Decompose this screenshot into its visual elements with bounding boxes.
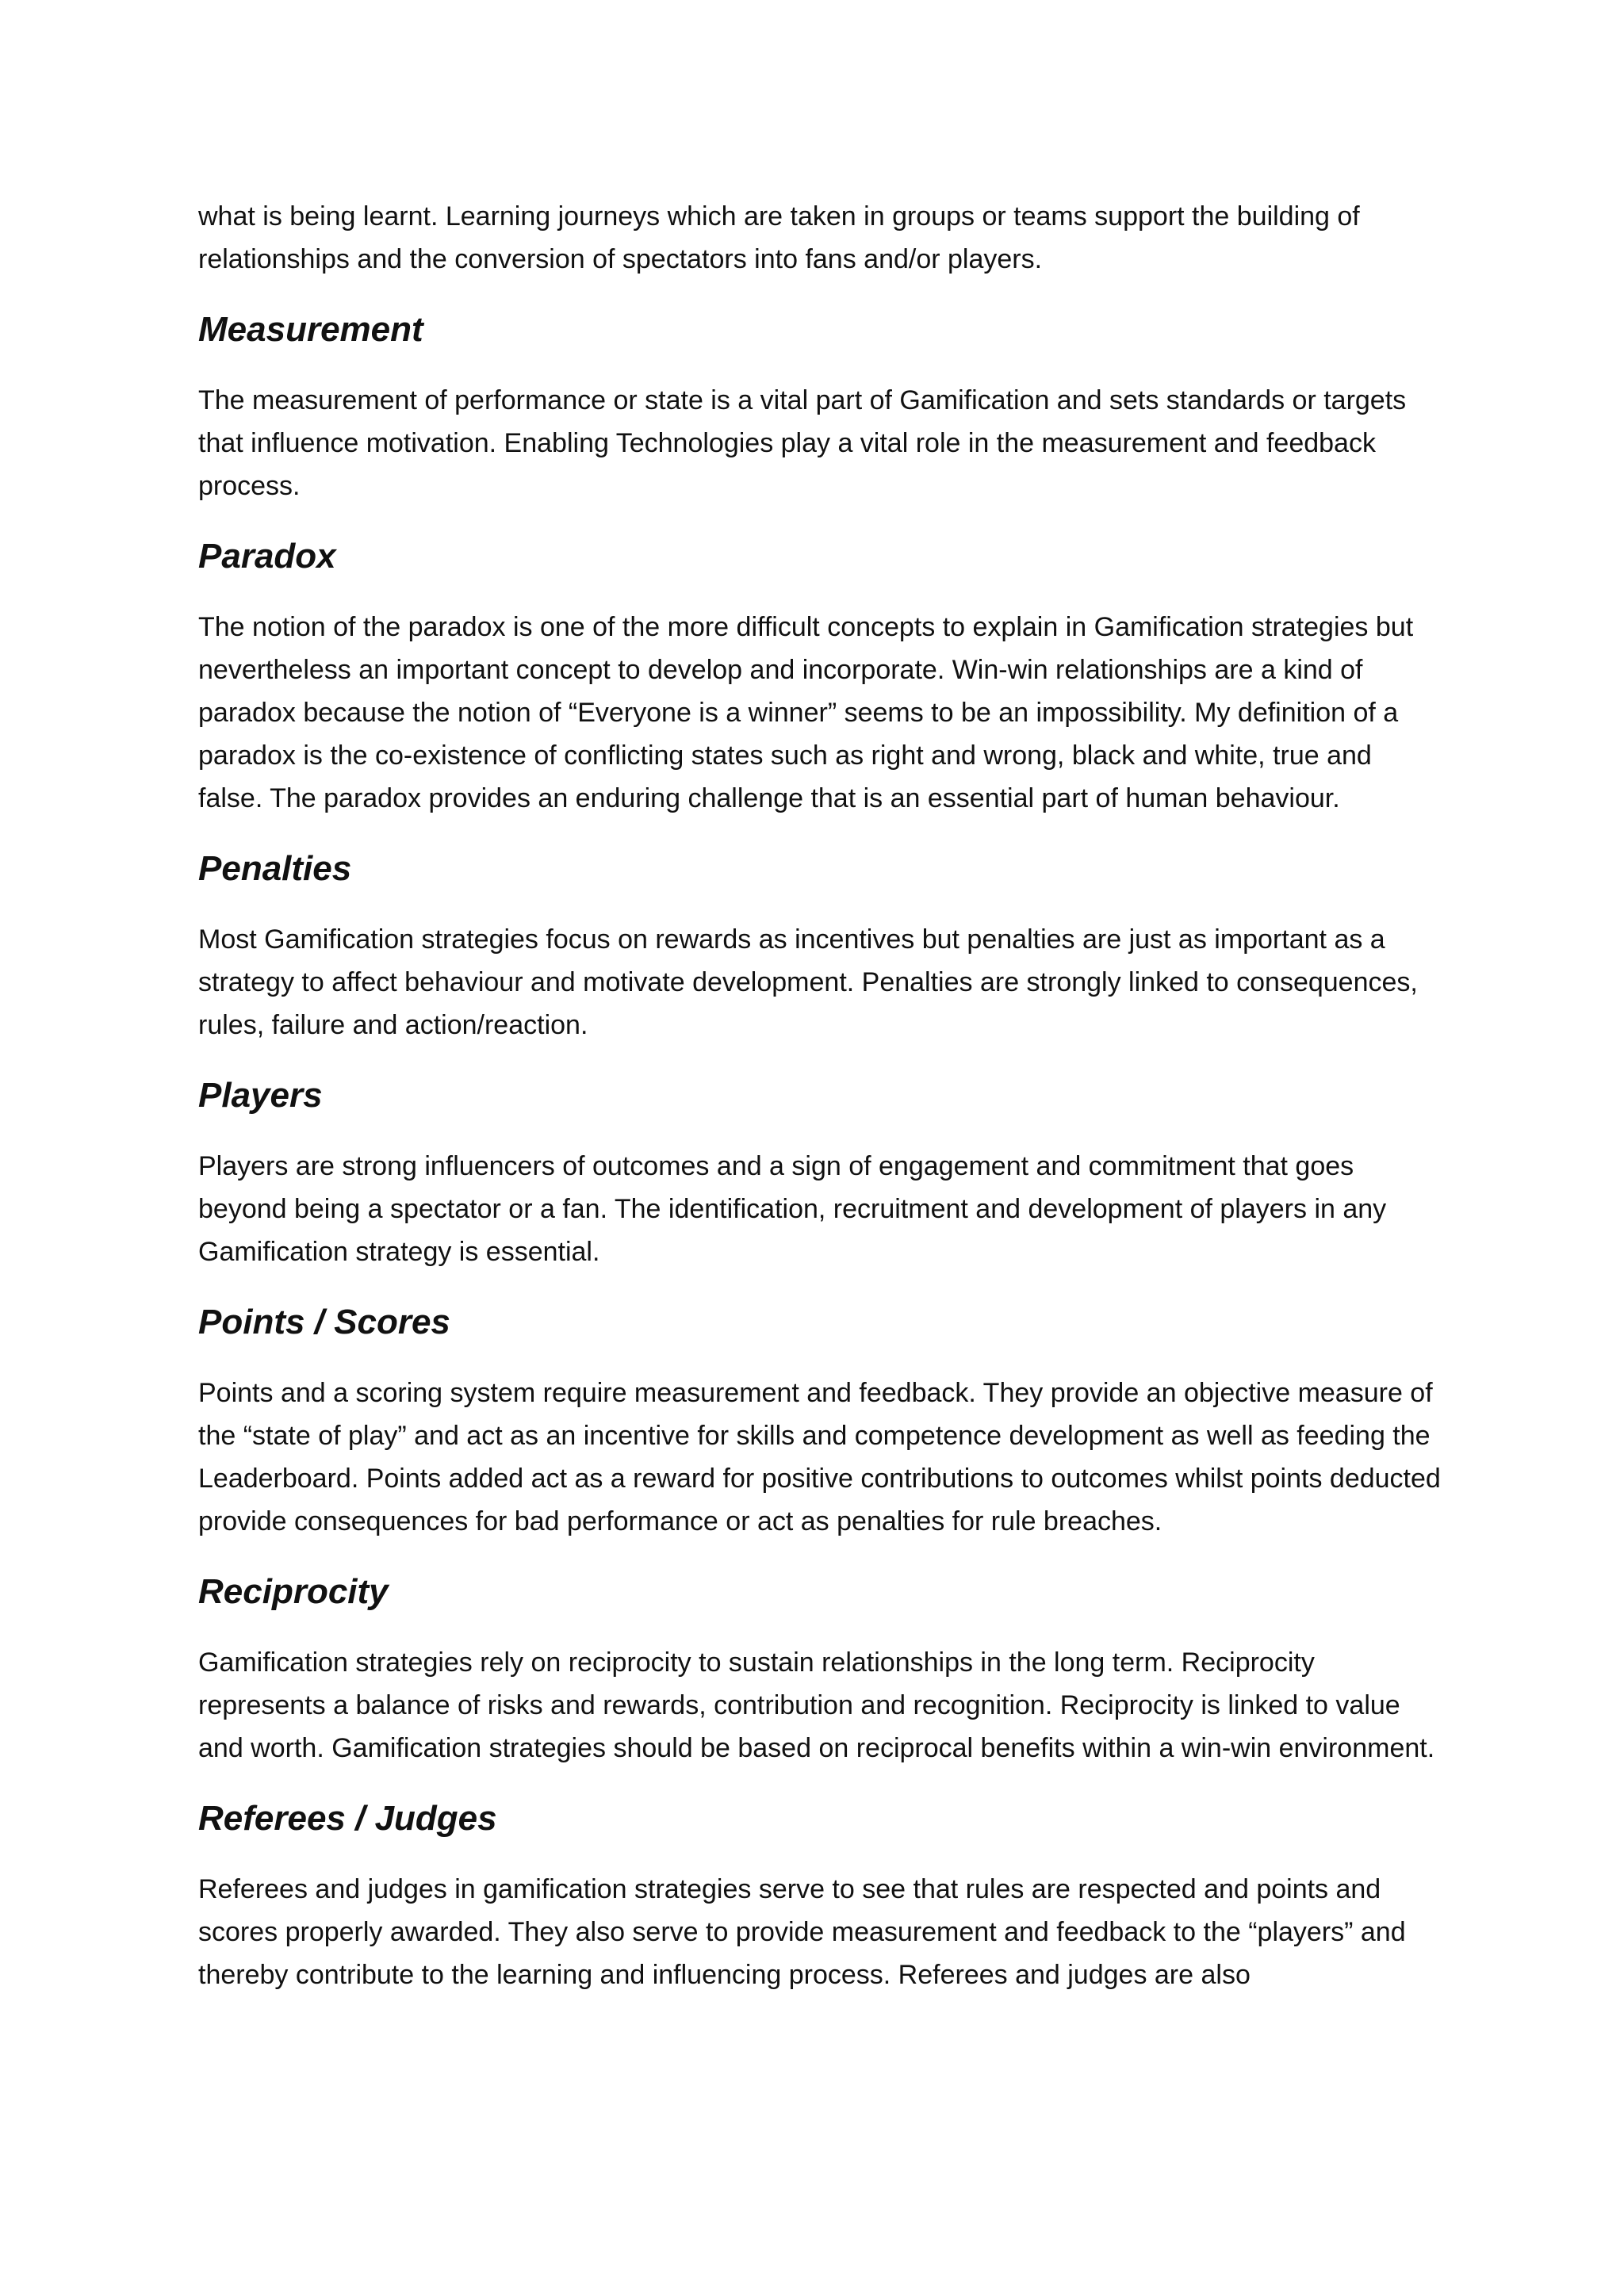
heading-paradox: Paradox xyxy=(198,537,336,576)
heading-measurement: Measurement xyxy=(198,310,423,349)
paragraph-referees-judges: Referees and judges in gamification strategies serve to see that rules are respected and points and scores properly awarded. They also serve to provide measurement and feedback to the “players” and thereby contribute to the learning and influencing process. Referees and judges are also xyxy=(198,1874,1406,1990)
paragraph-penalties: Most Gamification strategies focus on rewards as incentives but penalties are just as important as a strategy to affect behaviour and motivate development. Penalties are strongly linked to consequences, rules, failure and action/reaction. xyxy=(198,924,1418,1040)
heading-penalties: Penalties xyxy=(198,849,352,888)
paragraph-measurement: The measurement of performance or state is a vital part of Gamification and sets standards or targets that influence motivation. Enabling Technologies play a vital role in the measurement and feedback process. xyxy=(198,385,1407,501)
paragraph-reciprocity: Gamification strategies rely on reciprocity to sustain relationships in the long term. Reciprocity represents a balance of risks and rewards, contribution and recognition. Reciprocity is linked to value and worth. Gamification strategies should be based on reciprocal benefits within a win-win environment. xyxy=(198,1647,1435,1763)
paragraph-players: Players are strong influencers of outcomes and a sign of engagement and commitment that goes beyond being a spectator or a fan. The identification, recruitment and development of players in any Gamification strategy is essential. xyxy=(198,1151,1387,1267)
heading-points-scores: Points / Scores xyxy=(198,1303,450,1341)
paragraph-points-scores: Points and a scoring system require measurement and feedback. They provide an objective measure of the “state of play” and act as an incentive for skills and competence development as well as feeding the Leaderboard. Points added act as a reward for positive contributions to outcomes whilst points deducted provide consequences for bad performance or act as penalties for rule breaches. xyxy=(198,1378,1441,1536)
paragraph-paradox: The notion of the paradox is one of the more difficult concepts to explain in Gamification strategies but nevertheless an important concept to develop and incorporate. Win-win relationships are a kind of paradox because the notion of “Everyone is a winner” seems to be an impossibility. My definition of a paradox is the co-existence of conflicting states such as right and wrong, black and white, true and false. The paradox provides an enduring challenge that is an essential part of human behaviour. xyxy=(198,612,1414,813)
intro-paragraph: what is being learnt. Learning journeys which are taken in groups or teams support the building of relationships and the conversion of spectators into fans and/or players. xyxy=(198,201,1360,274)
heading-referees-judges: Referees / Judges xyxy=(198,1799,497,1838)
document-content xyxy=(198,195,1443,1996)
heading-players: Players xyxy=(198,1076,323,1115)
heading-reciprocity: Reciprocity xyxy=(198,1572,389,1611)
